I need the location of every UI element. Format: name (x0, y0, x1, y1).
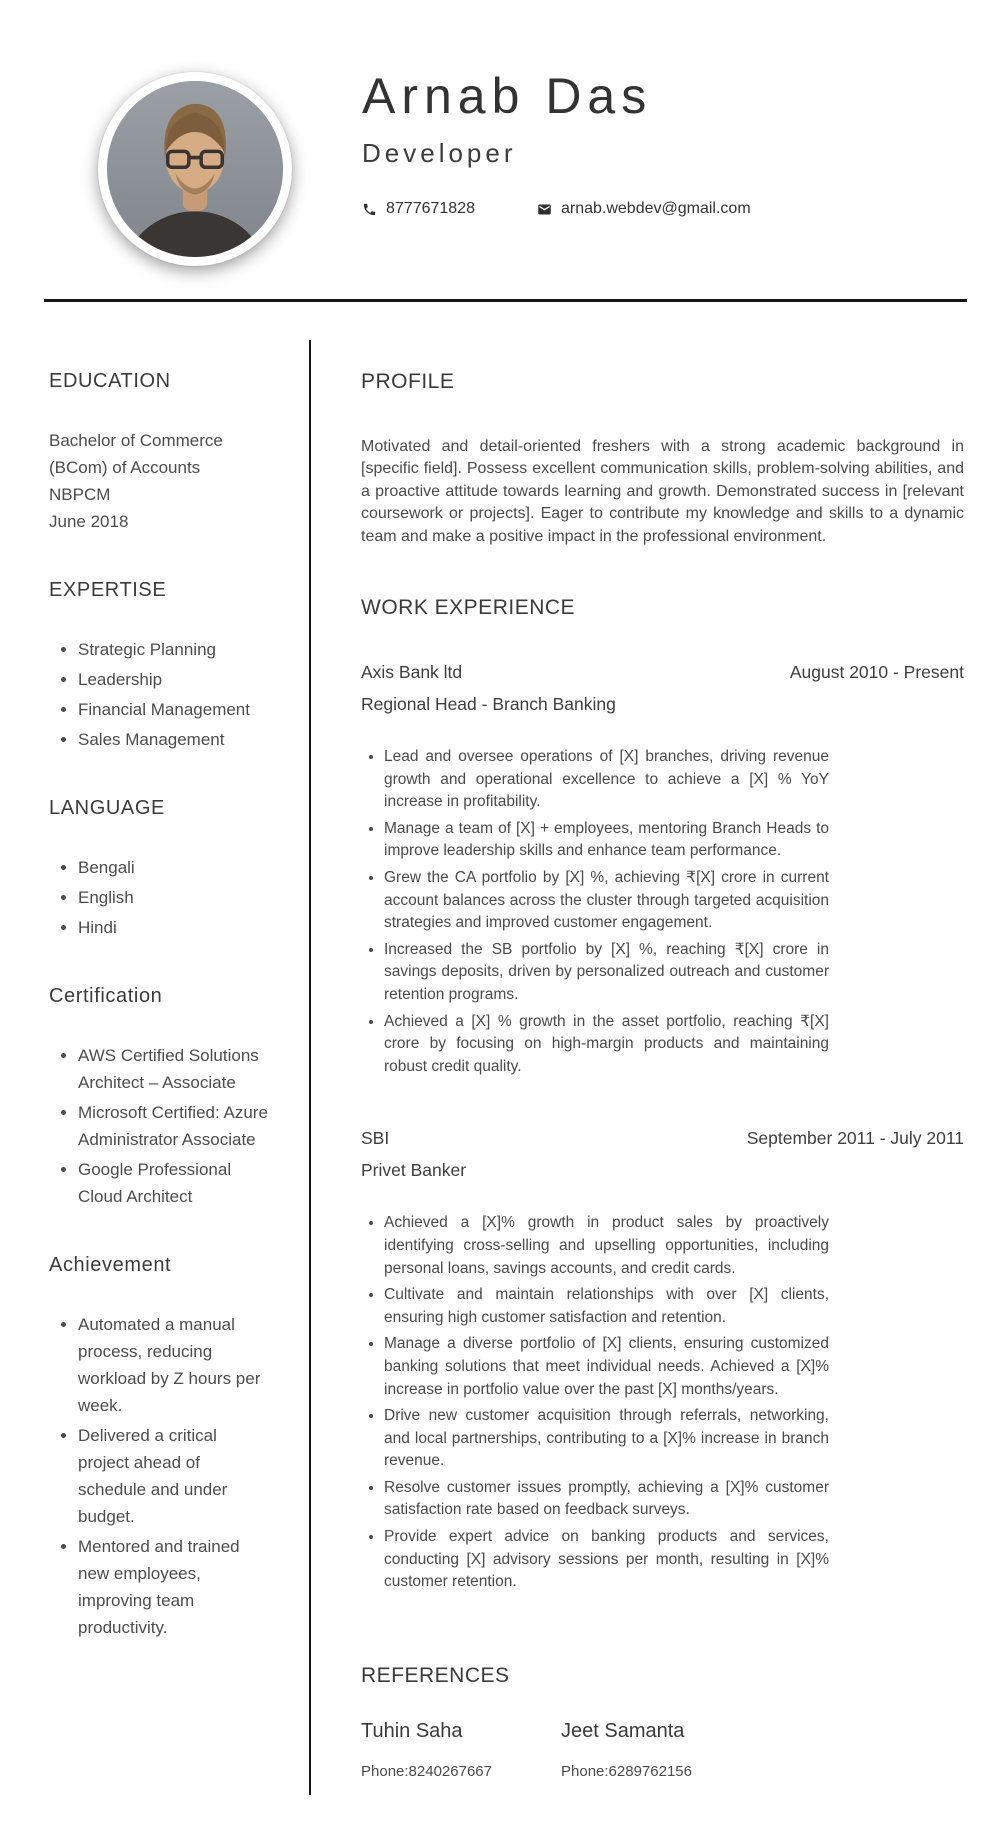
achievement-list (49, 1311, 268, 1641)
job-bullet: • Achieved a [X] % growth in the asset portfolio, reaching ₹[X] crore by focusing on high-margin products and maintaining robust credit quality. (384, 1011, 829, 1079)
reference-name: Jeet Samanta (561, 1719, 685, 1742)
references-section (361, 1664, 964, 1780)
contact-row (362, 200, 751, 218)
reference-entry (561, 1720, 761, 1780)
profile-photo (98, 72, 292, 266)
job-entry (361, 656, 964, 1078)
job-bullet-list (361, 746, 829, 1078)
person-name: Arnab Das (362, 68, 653, 124)
profile-section (361, 370, 964, 548)
certification-heading: Certification (49, 985, 163, 1007)
list-item: • Strategic Planning (78, 636, 268, 663)
profile-summary: Motivated and detail-oriented freshers with a strong academic background in [specific field]. Possess excellent communication skills, problem-solving abilities, and a proactive attitude towards learning and growth. Demonstrated success in [relevant coursework or projects]. Eager to contribute my knowledge and skills to a dynamic team and make a positive impact in the professional environment. (361, 438, 964, 545)
job-header-left (361, 1122, 466, 1186)
list-item: • Delivered a critical project ahead of schedule and under budget. (78, 1422, 268, 1530)
person-portrait-illustration (107, 81, 283, 257)
list-item: • Financial Management (78, 696, 268, 723)
reference-entry (361, 1720, 561, 1780)
list-item: • AWS Certified Solutions Architect – Associate (78, 1042, 268, 1096)
certification-section (49, 985, 268, 1210)
header-divider (44, 299, 967, 302)
job-role: Regional Head - Branch Banking (361, 694, 616, 715)
references-heading: REFERENCES (361, 1663, 510, 1687)
references-row (361, 1720, 964, 1780)
job-bullet: • Manage a diverse portfolio of [X] clients, ensuring customized banking solutions that meet individual needs. Achieved a [X]% increase in portfolio value over the past [X] months/years. (384, 1333, 829, 1401)
job-entry (361, 1122, 964, 1594)
job-bullet: • Manage a team of [X] + employees, mentoring Branch Heads to improve leadership skills and enhance team performance. (384, 818, 829, 863)
list-item: • Sales Management (78, 726, 268, 753)
job-bullet: • Grew the CA portfolio by [X] %, achieving ₹[X] crore in current account balances across the cluster through targeted acquisition strategies and improved customer engagement. (384, 867, 829, 935)
expertise-section (49, 579, 268, 753)
education-heading: EDUCATION (49, 370, 171, 392)
job-company: Axis Bank ltd (361, 662, 463, 683)
email-contact (537, 200, 751, 218)
achievement-heading: Achievement (49, 1254, 172, 1276)
language-heading: LANGUAGE (49, 797, 165, 819)
job-bullet-list (361, 1212, 829, 1594)
language-section (49, 797, 268, 941)
education-degree: Bachelor of Commerce (BCom) of Accounts (49, 431, 223, 477)
list-item: • Automated a manual process, reducing workload by Z hours per week. (78, 1311, 268, 1419)
work-experience-section (361, 596, 964, 1594)
sidebar (0, 340, 309, 1795)
work-experience-heading: WORK EXPERIENCE (361, 596, 576, 620)
list-item: • Bengali (78, 854, 268, 881)
job-header (361, 656, 964, 720)
phone-number: 8777671828 (386, 200, 475, 217)
reference-phone: Phone:8240267667 (361, 1762, 492, 1780)
expertise-heading: EXPERTISE (49, 579, 167, 601)
job-header (361, 1122, 964, 1186)
list-item: • Google Professional Cloud Architect (78, 1156, 268, 1210)
job-bullet: • Achieved a [X]% growth in product sales by proactively identifying cross-selling and upselling opportunities, including personal loans, savings accounts, and credit cards. (384, 1212, 829, 1280)
job-dates: August 2010 - Present (789, 662, 964, 683)
job-bullet: • Provide expert advice on banking products and services, conducting [X] advisory sessions per month, resulting in [X]% customer retention. (384, 1526, 829, 1594)
reference-phone: Phone:6289762156 (561, 1762, 692, 1780)
job-role: Privet Banker (361, 1160, 467, 1181)
list-item: • Hindi (78, 914, 268, 941)
job-company: SBI (361, 1128, 390, 1149)
envelope-icon (537, 202, 552, 217)
job-bullet: • Increased the SB portfolio by [X] %, reaching ₹[X] crore in savings deposits, driven by personalized outreach and customer retention programs. (384, 939, 829, 1007)
job-bullet: • Drive new customer acquisition through referrals, networking, and local partnerships, contributing to a [X]% increase in branch revenue. (384, 1405, 829, 1473)
person-job-title: Developer (362, 138, 517, 168)
job-dates: September 2011 - July 2011 (746, 1128, 964, 1149)
profile-heading: PROFILE (361, 370, 455, 393)
education-date: June 2018 (49, 512, 129, 531)
certification-list (49, 1042, 268, 1210)
job-bullet: • Lead and oversee operations of [X] branches, driving revenue growth and operational excellence to achieve a [X] % YoY increase in profitability. (384, 746, 829, 814)
list-item: • Microsoft Certified: Azure Administrator Associate (78, 1099, 268, 1153)
list-item: • Leadership (78, 666, 268, 693)
job-header-left (361, 656, 616, 720)
expertise-list (49, 636, 268, 753)
main-column (309, 340, 991, 1795)
achievement-section (49, 1254, 268, 1641)
phone-icon (362, 202, 377, 217)
language-list (49, 854, 268, 941)
resume-body (0, 340, 991, 1795)
list-item: • English (78, 884, 268, 911)
reference-name: Tuhin Saha (361, 1719, 463, 1742)
job-bullet: • Resolve customer issues promptly, achieving a [X]% customer satisfaction rate based on feedback surveys. (384, 1477, 829, 1522)
education-section (49, 370, 268, 535)
education-institution: NBPCM (49, 485, 111, 504)
phone-contact (362, 200, 475, 218)
list-item: • Mentored and trained new employees, improving team productivity. (78, 1533, 268, 1641)
job-bullet: • Cultivate and maintain relationships with over [X] clients, ensuring high customer satisfaction and retention. (384, 1284, 829, 1329)
email-address: arnab.webdev@gmail.com (560, 200, 751, 217)
